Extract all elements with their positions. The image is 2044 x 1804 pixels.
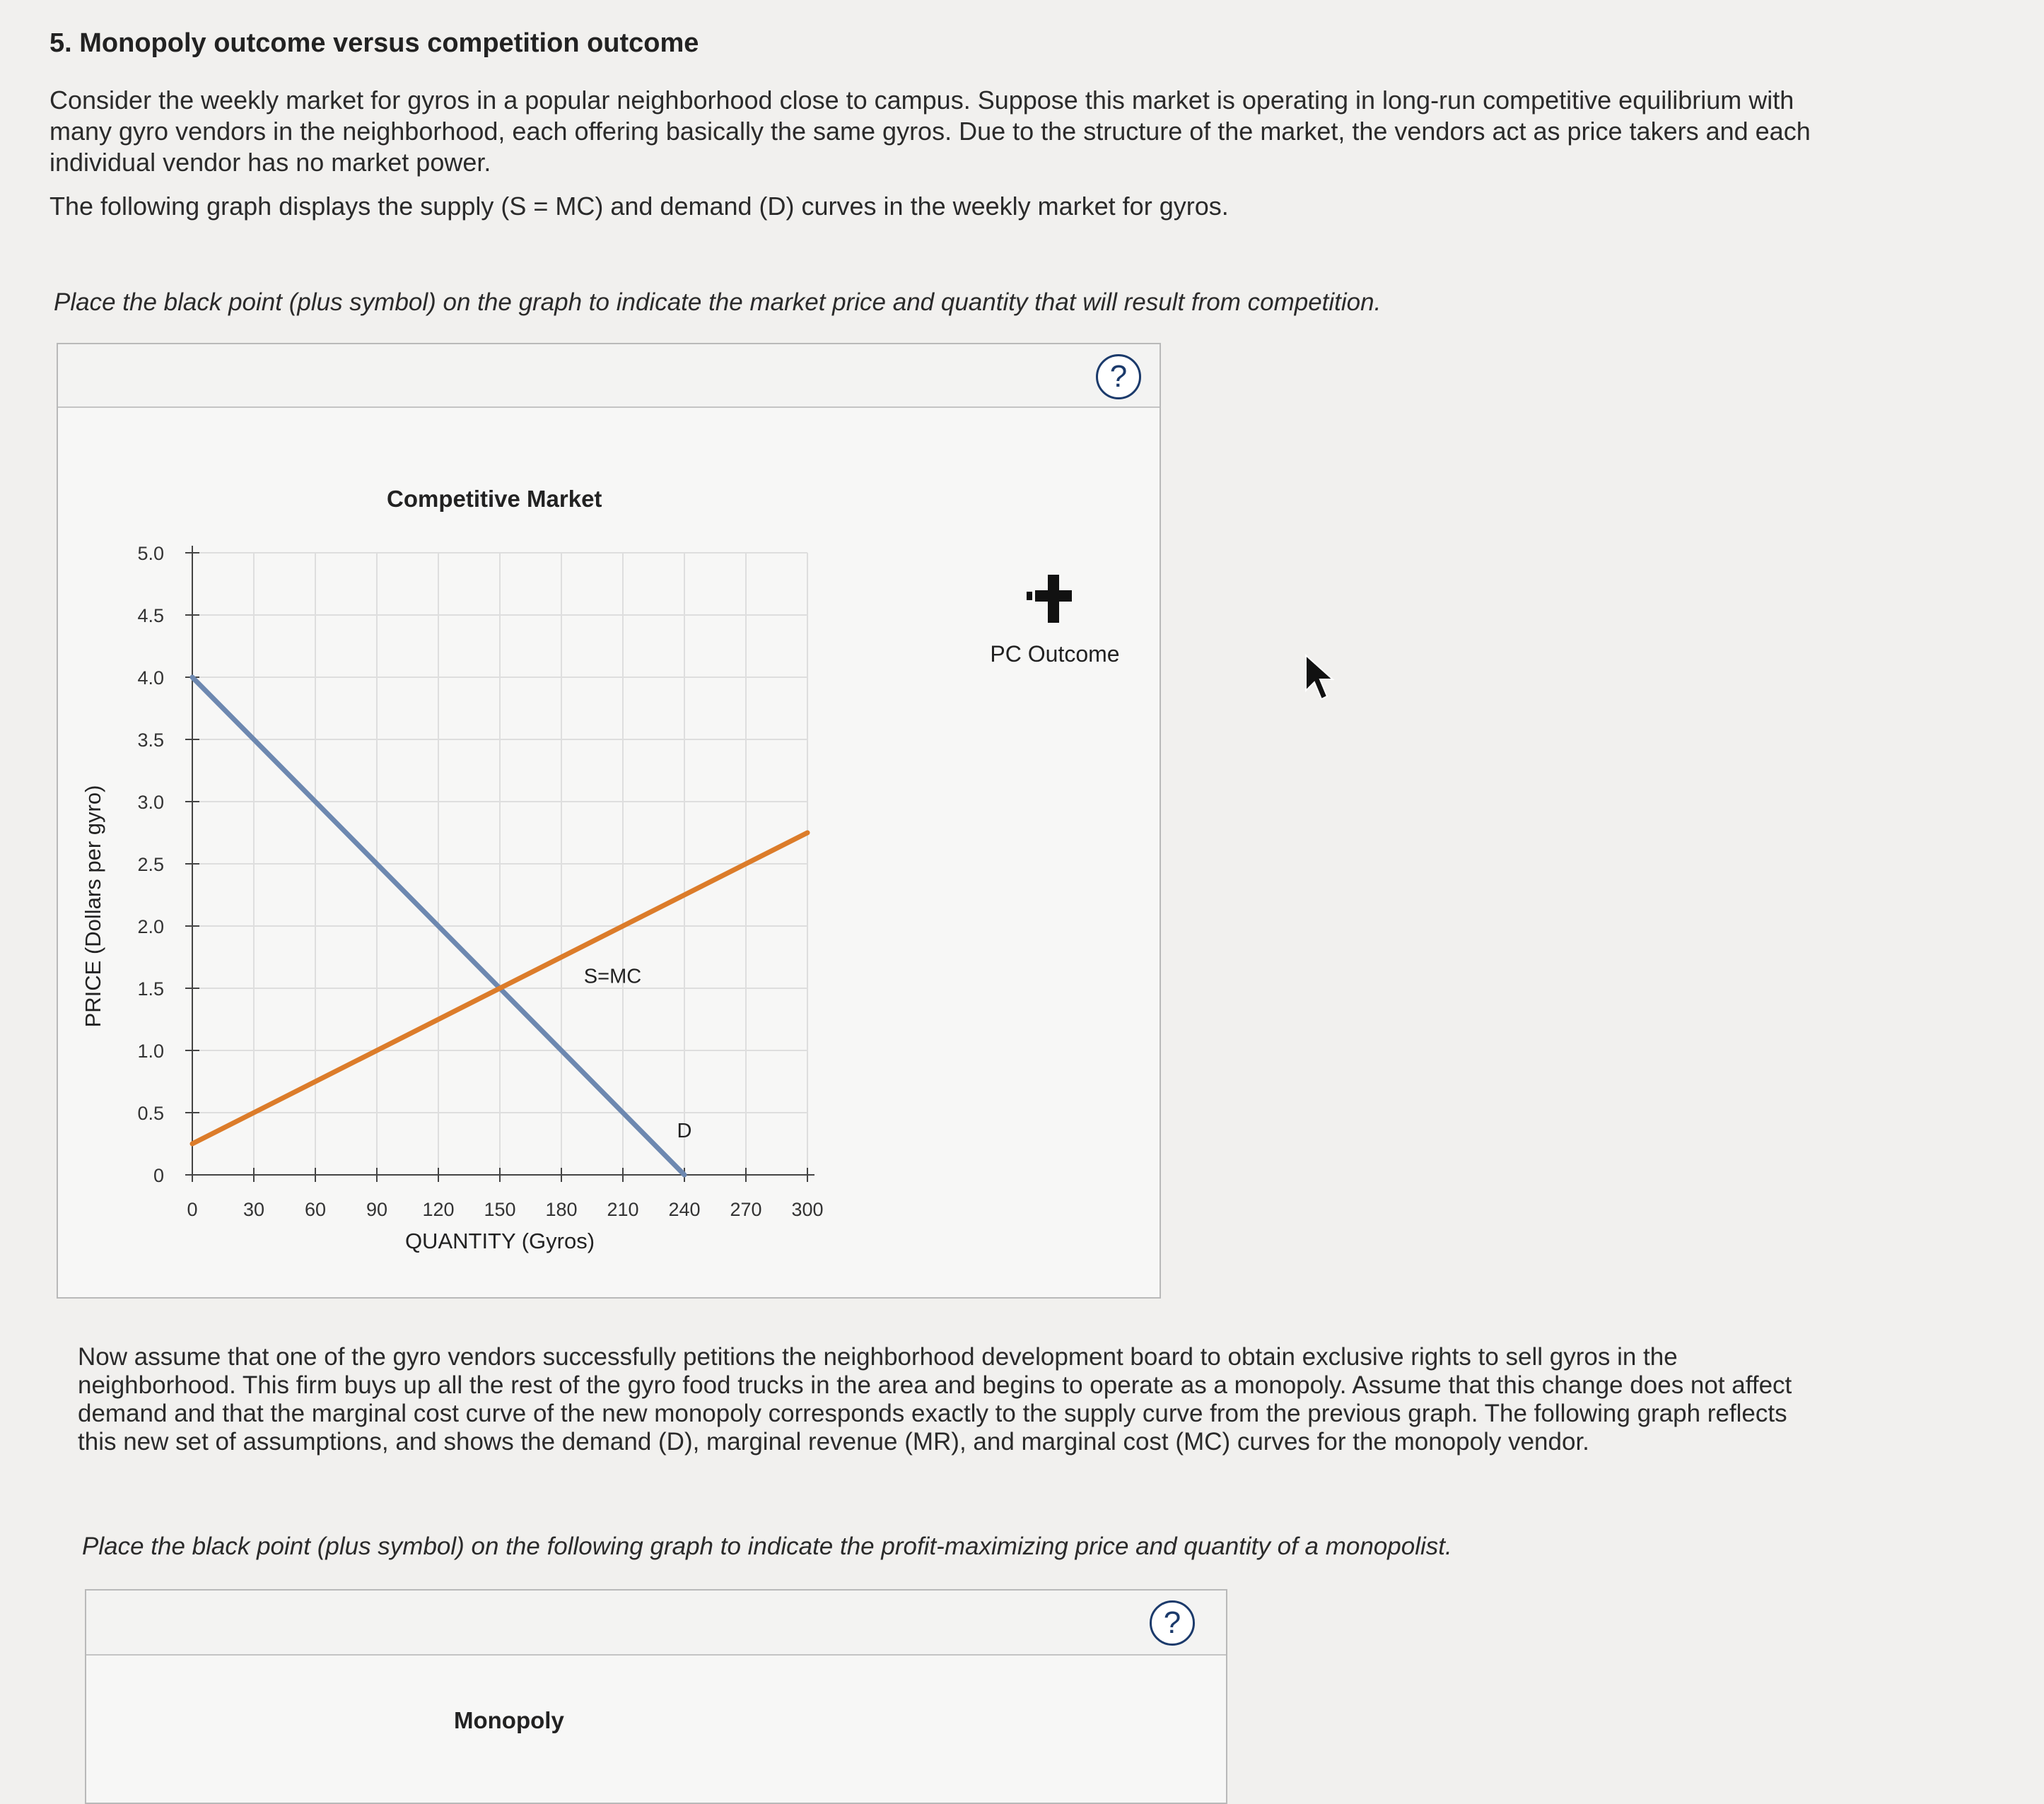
demand-label: D (677, 1120, 692, 1143)
instruction-competition: Place the black point (plus symbol) on the graph to indicate the market price and quantity that will result from competition. (54, 288, 1382, 316)
supply-label: S=MC (583, 965, 642, 988)
y-tick-label: 3.5 (137, 730, 164, 751)
x-tick-label: 120 (422, 1199, 455, 1220)
y-tick-label: 5.0 (137, 543, 164, 564)
pc-outcome-tool[interactable] (935, 570, 1175, 684)
question-title: 5. Monopoly outcome versus competition outcome (49, 28, 699, 58)
graph-description: The following graph displays the supply (S = MC) and demand (D) curves in the weekly market for gyros. (49, 192, 1229, 221)
instruction-monopoly: Place the black point (plus symbol) on the following graph to indicate the profit-maximizing price and quantity of a monopolist. (82, 1533, 1452, 1560)
plus-icon[interactable] (1027, 570, 1083, 627)
y-tick-label: 4.0 (137, 667, 164, 689)
x-tick-label: 90 (366, 1199, 388, 1220)
mouse-cursor-icon (1304, 654, 1340, 707)
pc-outcome-label: PC Outcome (990, 641, 1120, 667)
x-tick-label: 210 (607, 1199, 639, 1220)
x-axis-title: QUANTITY (Gyros) (404, 1229, 595, 1253)
x-tick-label: 0 (187, 1199, 198, 1220)
chart-title: Competitive Market (387, 486, 602, 512)
chart-title: Monopoly (454, 1707, 564, 1733)
competitive-market-chart[interactable] (58, 344, 1160, 1297)
x-tick-label: 300 (791, 1199, 824, 1220)
x-tick-label: 60 (304, 1199, 327, 1220)
y-tick-label: 1.0 (137, 1041, 164, 1062)
y-tick-label: 1.5 (137, 978, 164, 1000)
y-tick-label: 0 (153, 1165, 164, 1186)
x-tick-label: 180 (545, 1199, 578, 1220)
y-tick-label: 3.0 (137, 792, 164, 813)
x-tick-label: 270 (730, 1199, 762, 1220)
y-tick-label: 2.0 (137, 916, 164, 937)
help-button[interactable]: ? (1096, 354, 1141, 399)
y-axis-title: PRICE (Dollars per gyro) (81, 785, 105, 1028)
y-tick-label: 4.5 (137, 605, 164, 626)
help-button[interactable]: ? (1150, 1600, 1195, 1646)
panel-header (86, 1591, 1226, 1656)
intro-paragraph: Consider the weekly market for gyros in a popular neighborhood close to campus. Suppose this market is operating in long-run competitive equilibrium with many gyro vendors in the neighborhood, each offering basically the same gyros. Due to the structure of the market, the vendors act as price takers and each individual vendor has no market power. (49, 86, 1811, 177)
x-tick-label: 150 (484, 1199, 516, 1220)
competitive-graph-panel (57, 343, 1161, 1299)
monopoly-paragraph: Now assume that one of the gyro vendors successfully petitions the neighborhood development board to obtain exclusive rights to sell gyros in the neighborhood. This firm buys up all the rest of the gyro food trucks in the area and begins to operate as a monopoly. Assume that this change does not affect demand and that the marginal cost curve of the new monopoly corresponds exactly to the supply curve from the previous graph. The following graph reflects this new set of assumptions, and shows the demand (D), marginal revenue (MR), and marginal cost (MC) curves for the monopoly vendor. (78, 1343, 1792, 1456)
monopoly-graph-panel (85, 1589, 1227, 1804)
y-tick-label: 2.5 (137, 854, 164, 875)
x-tick-label: 30 (243, 1199, 265, 1220)
y-tick-label: 0.5 (137, 1103, 164, 1124)
x-tick-label: 240 (668, 1199, 701, 1220)
